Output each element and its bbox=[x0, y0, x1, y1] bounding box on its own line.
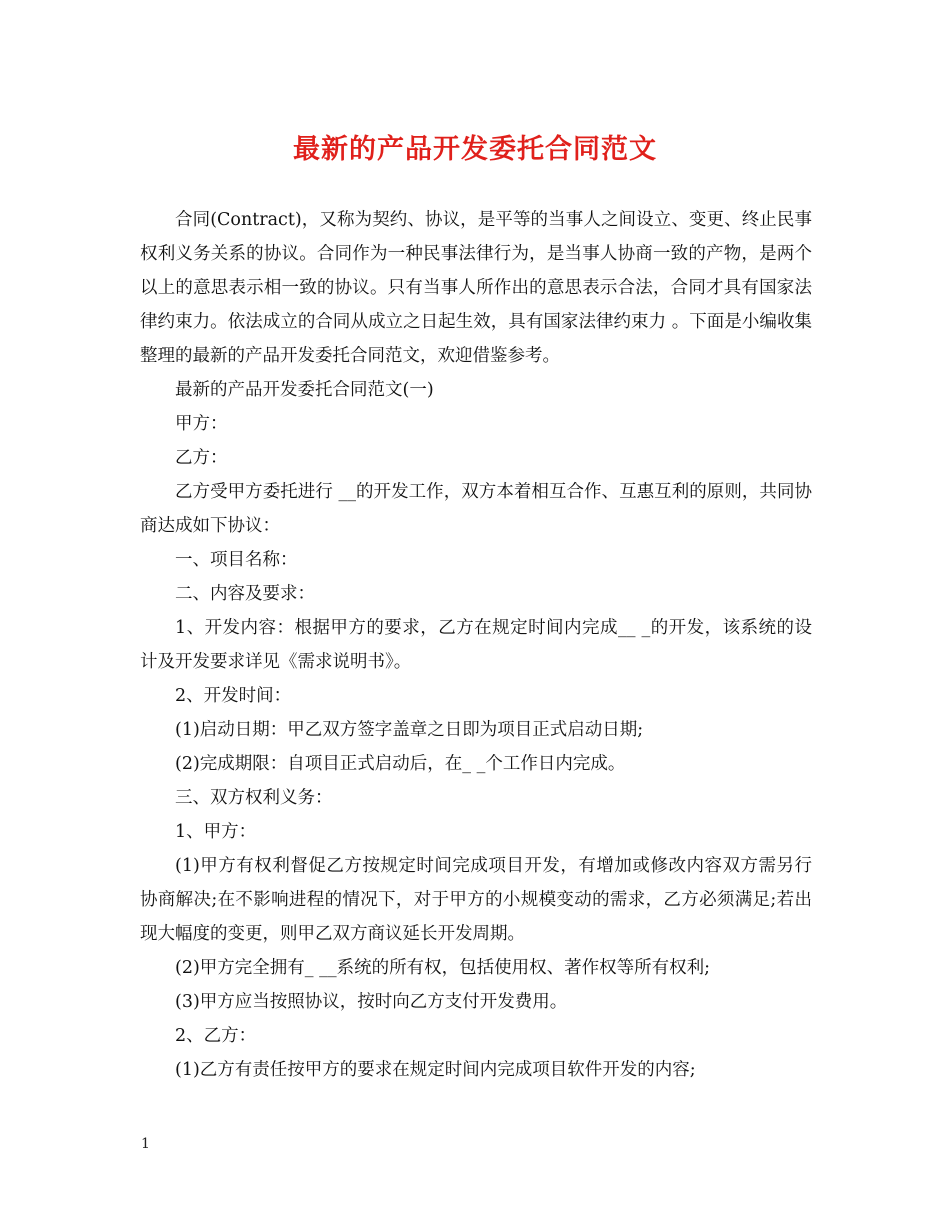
clause-heading: 三、双方权利义务： bbox=[175, 788, 333, 808]
agreement-paragraph: 乙方受甲方委托进行 __的开发工作，双方本着相互合作、互惠互利的原则，共同协商达成如下协议： bbox=[140, 482, 812, 536]
clause-heading: 2、开发时间： bbox=[175, 686, 292, 706]
clause-heading: 2、乙方： bbox=[175, 1026, 257, 1046]
clause-heading: 1、甲方： bbox=[175, 822, 257, 842]
clause-paragraph: (1)乙方有责任按甲方的要求在规定时间内完成项目软件开发的内容; bbox=[175, 1060, 696, 1080]
clause-paragraph: (1)启动日期：甲乙双方签字盖章之日即为项目正式启动日期; bbox=[175, 720, 644, 740]
party-a-line: 甲方： bbox=[175, 414, 228, 434]
clause-heading: 二、内容及要求： bbox=[175, 584, 315, 604]
section-heading: 最新的产品开发委托合同范文(一) bbox=[175, 380, 434, 400]
clause-paragraph: (3)甲方应当按照协议，按时向乙方支付开发费用。 bbox=[175, 992, 568, 1012]
clause-paragraph: (2)甲方完全拥有_ __系统的所有权，包括使用权、著作权等所有权利; bbox=[175, 958, 710, 978]
clause-paragraph: (1)甲方有权利督促乙方按规定时间完成项目开发，有增加或修改内容双方需另行协商解决;在不影响进程的情况下，对于甲方的小规模变动的需求，乙方必须满足;若出现大幅度的变更，则甲乙双方商议延长开发周期。 bbox=[140, 856, 812, 944]
document-title: 最新的产品开发委托合同范文 bbox=[293, 134, 657, 165]
page-number: 1 bbox=[141, 1136, 150, 1152]
clause-paragraph: 1、开发内容：根据甲方的要求，乙方在规定时间内完成__ _的开发，该系统的设计及开发要求详见《需求说明书》。 bbox=[140, 618, 812, 672]
clause-heading: 一、项目名称： bbox=[175, 550, 298, 570]
party-b-line: 乙方： bbox=[175, 448, 228, 468]
clause-paragraph: (2)完成期限：自项目正式启动后，在_ _个工作日内完成。 bbox=[175, 754, 626, 774]
intro-paragraph: 合同(Contract)，又称为契约、协议，是平等的当事人之间设立、变更、终止民事权利义务关系的协议。合同作为一种民事法律行为，是当事人协商一致的产物，是两个以上的意思表示相一致的协议。只有当事人所作出的意思表示合法，合同才具有国家法律约束力。依法成立的合同从成立之日起生效，具有国家法律约束力 。下面是小编收集整理的最新的产品开发委托合同范文，欢迎借鉴参考。 bbox=[140, 210, 812, 366]
document-body bbox=[140, 203, 812, 1087]
